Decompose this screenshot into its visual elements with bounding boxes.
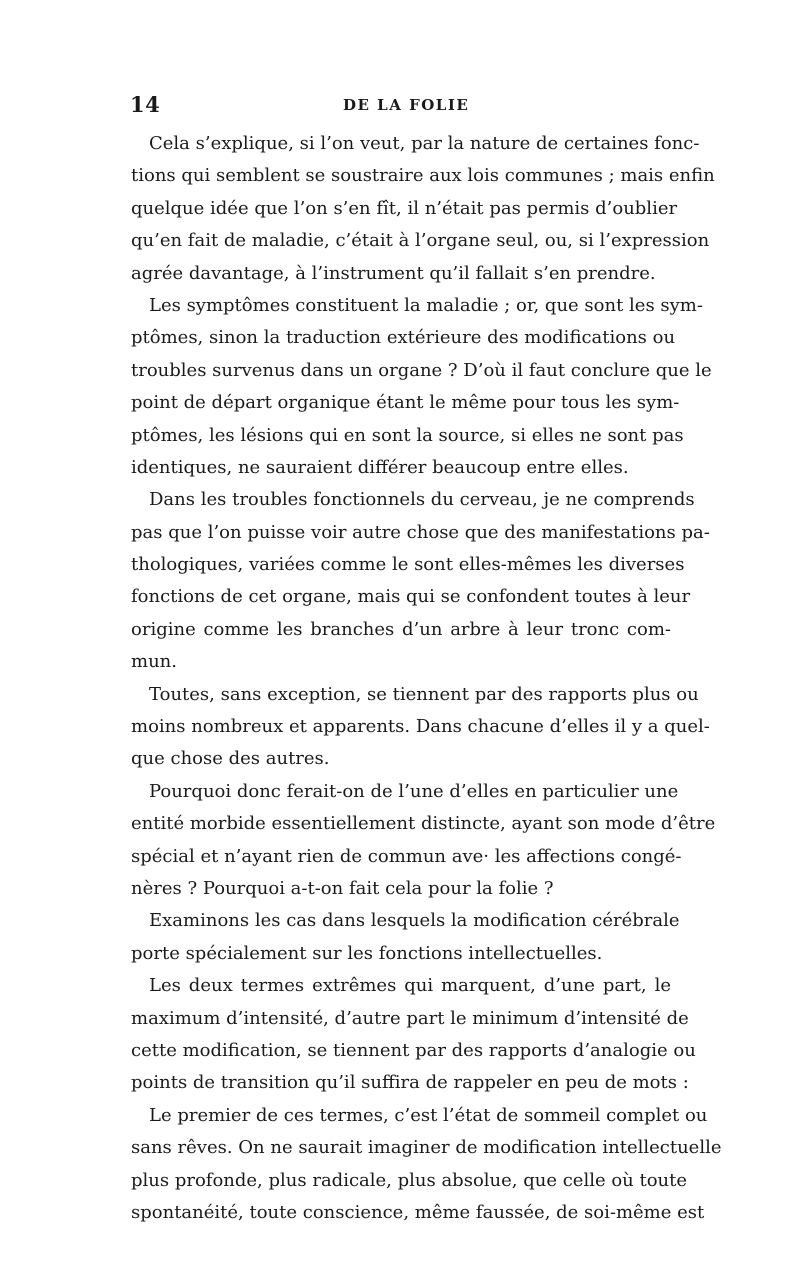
text-line: troubles survenus dans un organe ? D’où il faut conclure que le: [131, 359, 712, 381]
text-line: Les symptômes constituent la maladie ; or, que sont les sym-: [149, 294, 703, 316]
text-line: entité morbide essentiellement distincte, ayant son mode d’être: [131, 813, 716, 835]
text-line: fonctions de cet organe, mais qui se confondent toutes à leur: [131, 586, 691, 608]
text-line: Cela s’explique, si l’on veut, par la nature de certaines fonc-: [149, 133, 700, 154]
text-line: agrée davantage, à l’instrument qu’il fallait s’en prendre.: [131, 262, 656, 284]
text-line: ptômes, sinon la traduction extérieure des modifications ou: [131, 327, 676, 349]
text-line: tions qui semblent se soustraire aux lois communes ; mais enfin: [131, 165, 715, 187]
text-line: Examinons les cas dans lesquels la modification cérébrale: [149, 910, 680, 932]
text-line: Dans les troubles fonctionnels du cerveau, je ne comprends: [149, 489, 695, 511]
page-header: [130, 92, 670, 122]
text-line: cette modification, se tiennent par des rapports d’analogie ou: [131, 1039, 696, 1061]
text-line: ptômes, les lésions qui en sont la source, si elles ne sont pas: [131, 424, 684, 446]
text-line: nères ? Pourquoi a-t-on fait cela pour la folie ?: [131, 877, 554, 899]
text-line: identiques, ne sauraient différer beaucoup entre elles.: [131, 456, 629, 478]
text-line: mun.: [131, 651, 177, 673]
text-line: Le premier de ces termes, c’est l’état de sommeil complet ou: [149, 1104, 708, 1126]
running-head: DE LA FOLIE: [343, 96, 470, 114]
text-line: pas que l’on puisse voir autre chose que des manifestations pa-: [131, 521, 710, 543]
text-line: porte spécialement sur les fonctions intellectuelles.: [131, 942, 603, 964]
text-line: point de départ organique étant le même pour tous les sym-: [131, 392, 680, 414]
text-line: Pourquoi donc ferait-on de l’une d’elles en particulier une: [149, 780, 679, 802]
text-line: Les deux termes extrêmes qui marquent, d’une part, le: [149, 975, 671, 997]
text-line: Toutes, sans exception, se tiennent par des rapports plus ou: [149, 683, 699, 705]
page-number: 14: [130, 92, 161, 117]
text-line: moins nombreux et apparents. Dans chacune d’elles il y a quel-: [131, 716, 710, 738]
text-line: sans rêves. On ne saurait imaginer de modification intellectuelle: [131, 1137, 722, 1159]
text-line: thologiques, variées comme le sont elles-mêmes les diverses: [131, 554, 685, 576]
text-line: plus profonde, plus radicale, plus absolue, que celle où toute: [131, 1169, 688, 1191]
body-text: [131, 128, 722, 1229]
text-line: origine comme les branches d’un arbre à leur tronc com-: [131, 618, 671, 640]
text-line: points de transition qu’il suffira de rappeler en peu de mots :: [131, 1072, 689, 1094]
text-line: spécial et n’ayant rien de commun ave· les affections congé-: [131, 845, 682, 867]
text-line: quelque idée que l’on s’en fît, il n’était pas permis d’oublier: [131, 197, 678, 219]
text-line: spontanéité, toute conscience, même faussée, de soi-même est: [131, 1201, 705, 1223]
text-line: que chose des autres.: [131, 748, 330, 770]
text-line: qu’en fait de maladie, c’était à l’organe seul, ou, si l’expression: [131, 230, 710, 252]
text-line: maximum d’intensité, d’autre part le minimum d’intensité de: [131, 1007, 689, 1029]
